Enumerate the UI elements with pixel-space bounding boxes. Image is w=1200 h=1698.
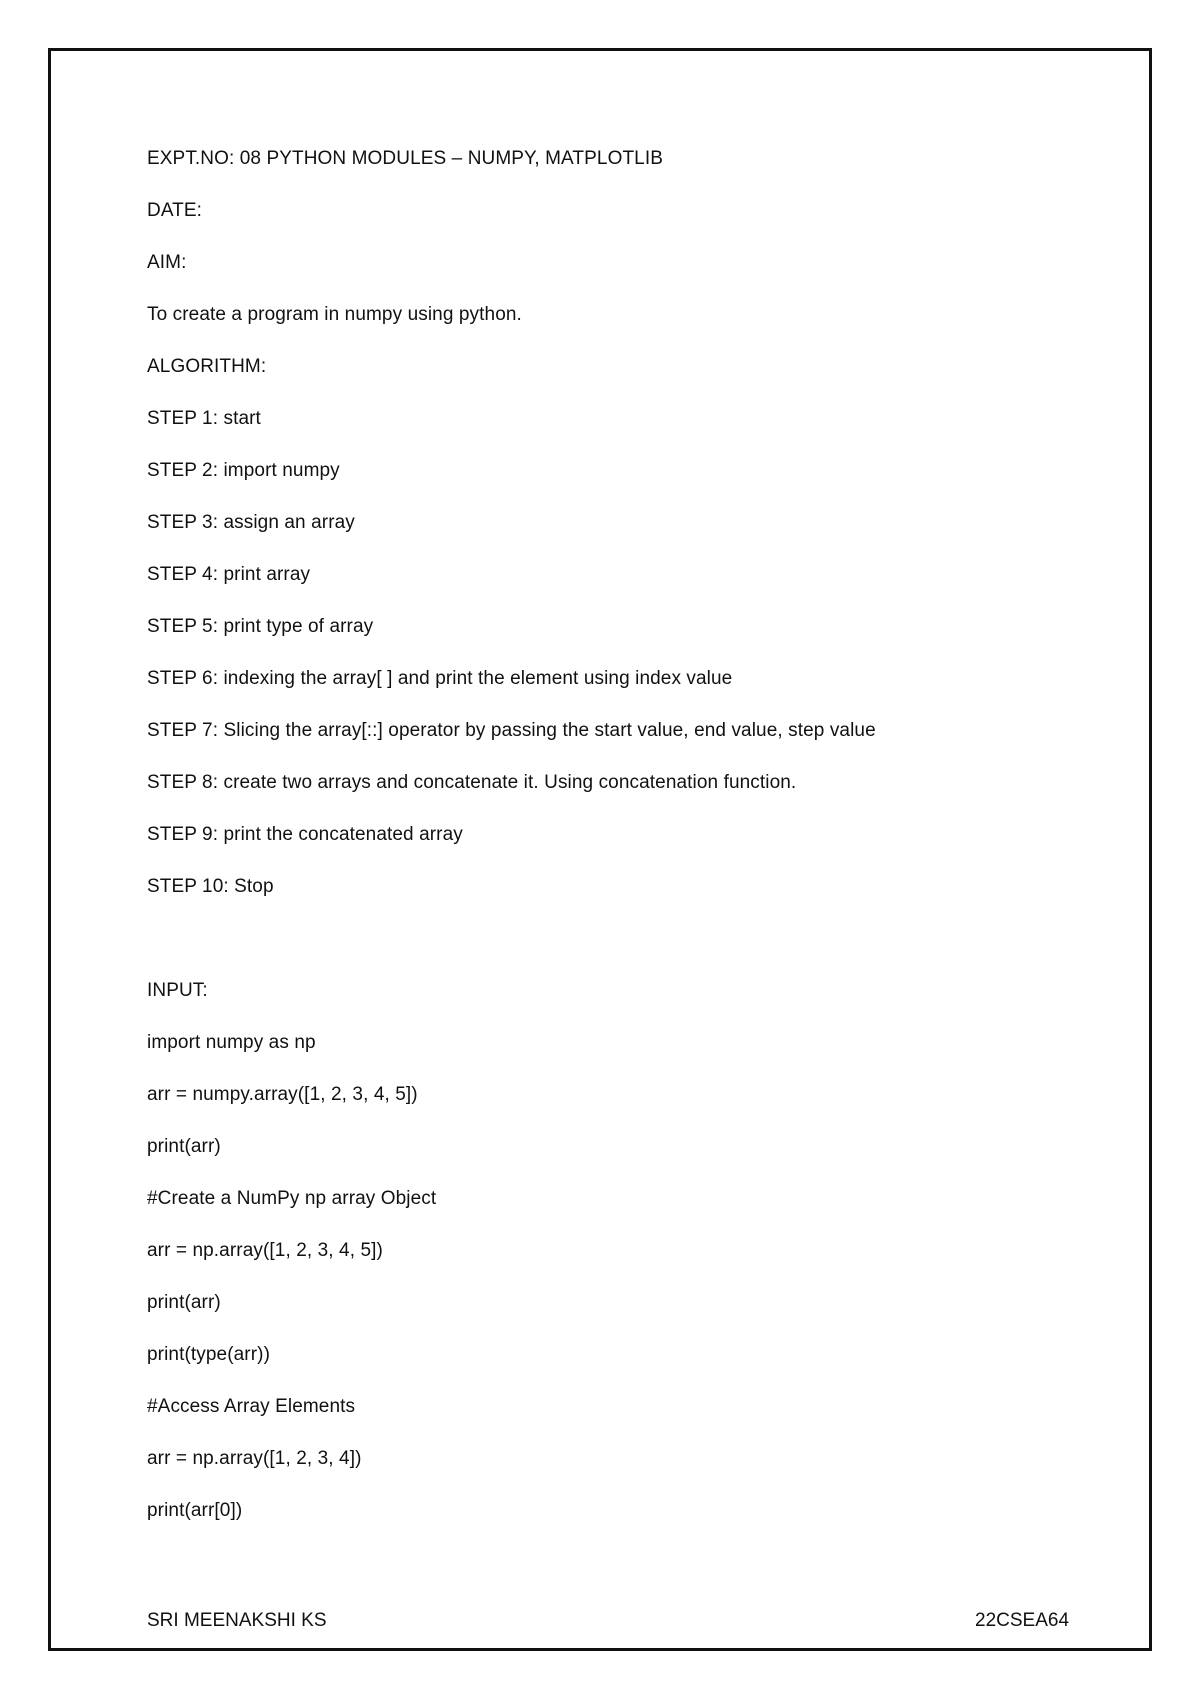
aim-heading: AIM: — [147, 252, 187, 273]
algorithm-step-9: STEP 9: print the concatenated array — [147, 824, 463, 845]
algorithm-step-8: STEP 8: create two arrays and concatenate it. Using concatenation function. — [147, 772, 797, 793]
algorithm-step-4: STEP 4: print array — [147, 564, 311, 585]
code-line-5: arr = np.array([1, 2, 3, 4, 5]) — [147, 1240, 383, 1261]
code-line-4: #Create a NumPy np array Object — [147, 1188, 437, 1209]
code-line-10: print(arr[0]) — [147, 1500, 243, 1521]
code-line-7: print(type(arr)) — [147, 1344, 271, 1365]
algorithm-step-3: STEP 3: assign an array — [147, 512, 355, 533]
code-line-6: print(arr) — [147, 1292, 221, 1313]
input-heading: INPUT: — [147, 980, 208, 1001]
code-line-9: arr = np.array([1, 2, 3, 4]) — [147, 1448, 362, 1469]
footer-author: SRI MEENAKSHI KS — [147, 1610, 327, 1631]
date-label: DATE: — [147, 200, 203, 221]
algorithm-step-1: STEP 1: start — [147, 408, 261, 429]
footer-roll-number: 22CSEA64 — [975, 1610, 1070, 1631]
code-line-2: arr = numpy.array([1, 2, 3, 4, 5]) — [147, 1084, 418, 1105]
aim-text: To create a program in numpy using python. — [147, 304, 522, 325]
experiment-title: EXPT.NO: 08 PYTHON MODULES – NUMPY, MATPLOTLIB — [147, 148, 663, 169]
algorithm-step-5: STEP 5: print type of array — [147, 616, 374, 637]
code-line-1: import numpy as np — [147, 1032, 316, 1053]
code-line-3: print(arr) — [147, 1136, 221, 1157]
algorithm-heading: ALGORITHM: — [147, 356, 267, 377]
code-line-8: #Access Array Elements — [147, 1396, 356, 1417]
algorithm-step-2: STEP 2: import numpy — [147, 460, 340, 481]
algorithm-step-7: STEP 7: Slicing the array[::] operator by passing the start value, end value, step value — [147, 720, 876, 741]
algorithm-step-10: STEP 10: Stop — [147, 876, 274, 897]
algorithm-step-6: STEP 6: indexing the array[ ] and print the element using index value — [147, 668, 733, 689]
